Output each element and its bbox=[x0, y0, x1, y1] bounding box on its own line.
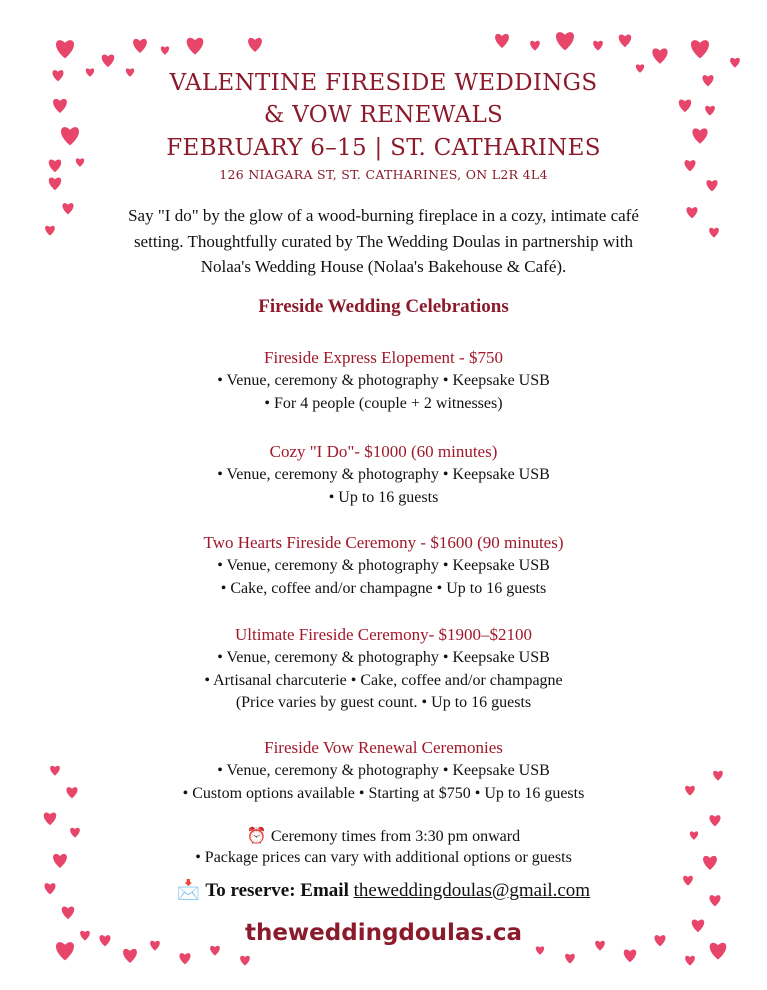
heart-icon bbox=[210, 946, 220, 956]
heart-icon bbox=[685, 956, 695, 966]
envelope-icon: 📩 bbox=[176, 880, 201, 901]
intro-line: Nolaa's Wedding House (Nolaa's Bakehouse & Café). bbox=[200, 257, 567, 276]
heart-icon bbox=[593, 41, 603, 51]
package-title: Cozy "I Do"- $1000 (60 minutes) bbox=[269, 442, 498, 461]
title-line-2: & VOW RENEWALS bbox=[263, 102, 504, 128]
package-detail: • Cake, coffee and/or champagne • Up to 16 guests bbox=[220, 579, 547, 597]
heart-icon bbox=[730, 58, 740, 68]
address: 126 NIAGARA ST, ST. CATHARINES, ON L2R 4L4 bbox=[219, 167, 548, 182]
heart-icon bbox=[709, 815, 720, 826]
package-detail: • Up to 16 guests bbox=[328, 488, 439, 506]
heart-icon bbox=[619, 35, 631, 48]
package-detail: • Venue, ceremony & photography • Keepsake USB bbox=[217, 649, 550, 666]
heart-icon bbox=[161, 46, 169, 54]
reserve-line: 📩 To reserve: Email theweddingdoulas@gmail.com bbox=[176, 880, 591, 901]
package-detail: • Venue, ceremony & photography • Keepsake USB bbox=[217, 557, 550, 574]
package-title: Ultimate Fireside Ceremony- $1900–$2100 bbox=[235, 625, 532, 644]
package-title: Fireside Vow Renewal Ceremonies bbox=[264, 738, 503, 757]
price-note: • Package prices can vary with additional options or guests bbox=[195, 849, 572, 866]
heart-icon bbox=[556, 32, 574, 50]
heart-icon bbox=[56, 40, 74, 58]
heart-icon bbox=[530, 41, 540, 51]
heart-icon bbox=[248, 38, 262, 52]
title-line-1: VALENTINE FIRESIDE WEDDINGS bbox=[169, 70, 598, 96]
heart-icon bbox=[624, 950, 636, 963]
title-line-3: FEBRUARY 6–15 | ST. CATHARINES bbox=[166, 135, 601, 161]
website-link[interactable]: theweddingdoulas.ca bbox=[244, 920, 523, 946]
heart-icon bbox=[62, 907, 74, 920]
package-detail: • Venue, ceremony & photography • Keepsake USB bbox=[217, 466, 550, 483]
package-detail: • Artisanal charcuterie • Cake, coffee and/or champagne bbox=[204, 671, 563, 689]
heart-icon bbox=[691, 40, 709, 58]
heart-icon bbox=[123, 949, 137, 963]
heart-icon bbox=[565, 954, 575, 964]
package-detail: • For 4 people (couple + 2 witnesses) bbox=[264, 394, 503, 412]
heart-icon bbox=[179, 953, 190, 964]
heart-icon bbox=[536, 946, 544, 954]
alarm-clock-icon: ⏰ bbox=[246, 828, 267, 845]
package-detail: • Custom options available • Starting at $750 • Up to 16 guests bbox=[182, 784, 585, 802]
intro-line: setting. Thoughtfully curated by The Wedding Doulas in partnership with bbox=[133, 231, 634, 251]
intro-paragraph bbox=[0, 203, 767, 280]
package-detail: (Price varies by guest count. • Up to 16 guests bbox=[235, 694, 532, 711]
heart-icon bbox=[133, 39, 147, 53]
package-title: Fireside Express Elopement - $750 bbox=[264, 348, 503, 367]
heart-icon bbox=[102, 55, 114, 68]
package-detail: • Venue, ceremony & photography • Keepsake USB bbox=[217, 762, 550, 779]
heart-icon bbox=[187, 38, 204, 55]
section-title: Fireside Wedding Celebrations bbox=[258, 296, 509, 317]
package-detail: • Venue, ceremony & photography • Keepsake USB bbox=[217, 372, 550, 389]
intro-line: Say "I do" by the glow of a wood-burning fireplace in a cozy, intimate café bbox=[128, 206, 639, 225]
package-title: Two Hearts Fireside Ceremony - $1600 (90 minutes) bbox=[203, 533, 564, 552]
email-link[interactable]: theweddingdoulas@gmail.com bbox=[353, 880, 591, 901]
heart-icon bbox=[240, 956, 250, 966]
ceremony-times: ⏰ Ceremony times from 3:30 pm onward bbox=[246, 828, 521, 845]
heart-icon bbox=[44, 813, 56, 826]
heart-icon bbox=[495, 34, 509, 48]
heart-icon bbox=[652, 48, 667, 63]
